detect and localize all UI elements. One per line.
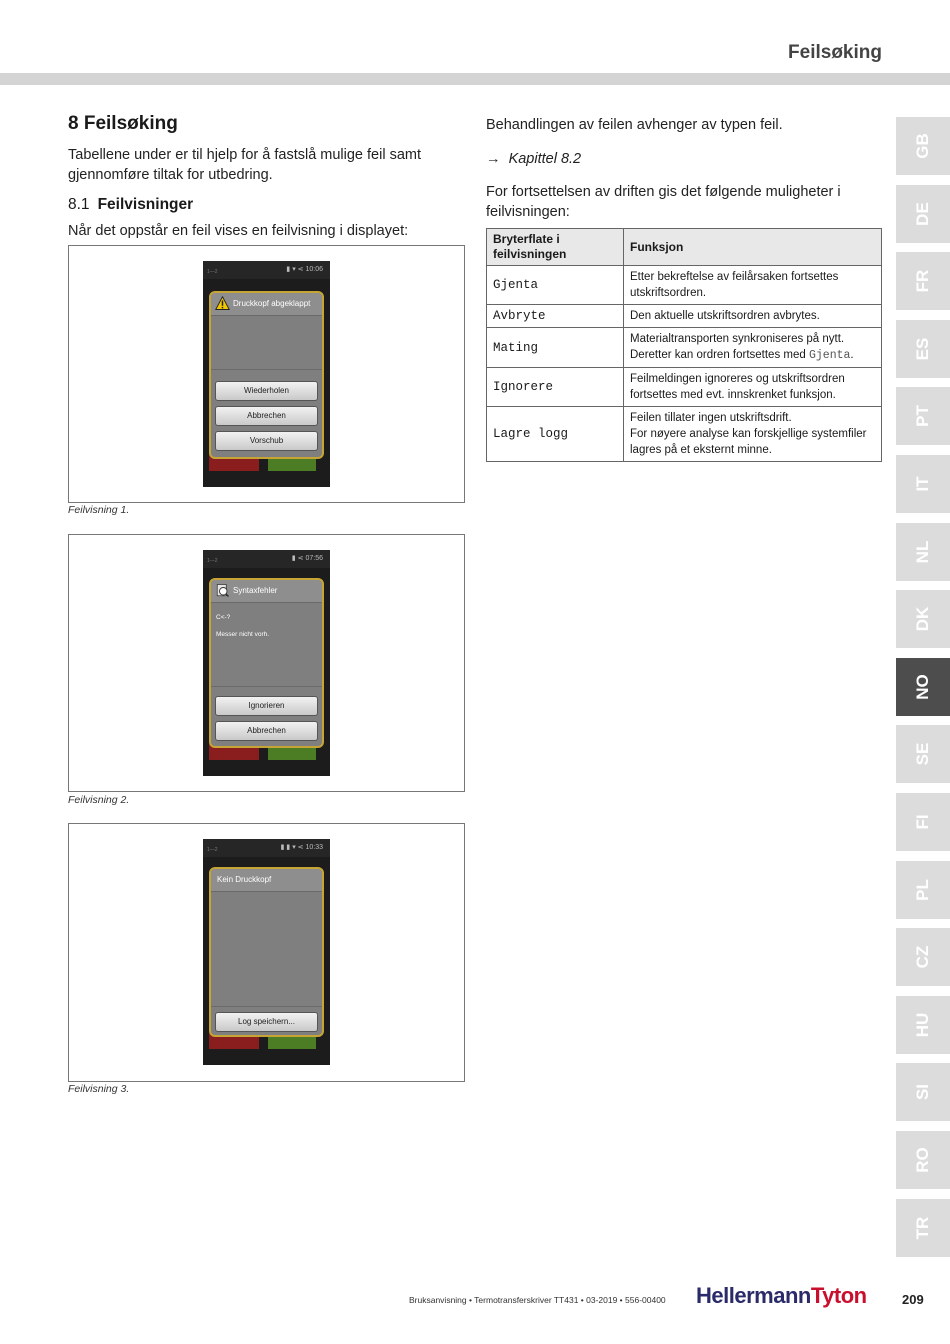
section-intro: Når det oppstår en feil vises en feilvisning i displayet: (68, 223, 409, 239)
error-message-line-1: C<-? (216, 614, 231, 621)
section-number: 8.1 (68, 196, 90, 213)
language-tab-dk[interactable]: DK (896, 590, 950, 648)
handling-paragraph: Behandlingen av feilen avhenger av typen feil. (486, 117, 783, 133)
section-title: Feilvisninger (97, 196, 194, 213)
figure-1 (68, 245, 465, 503)
status-time: ▮ ▾ ⋖ 10:06 (286, 266, 323, 273)
language-tab-pl[interactable]: PL (896, 861, 950, 919)
language-tab-tr[interactable]: TR (896, 1199, 950, 1257)
dialog-titlebar (211, 580, 322, 603)
language-tab-gb[interactable]: GB (896, 117, 950, 175)
printer-display (203, 839, 330, 1065)
button-name: Gjenta (487, 266, 624, 305)
language-tab-se[interactable]: SE (896, 725, 950, 783)
arrow-icon: → (486, 151, 501, 167)
reference-link[interactable]: Kapittel 8.2 (508, 151, 582, 167)
printer-display (203, 550, 330, 776)
warning-icon (215, 296, 230, 311)
retry-button[interactable]: Wiederholen (215, 381, 318, 401)
column-header: Funksjon (624, 229, 882, 266)
table-header-row (487, 229, 882, 266)
save-log-button[interactable]: Log speichern... (215, 1012, 318, 1032)
function-description: Feilen tillater ingen utskriftsdrift. For nøyere analyse kan forskjellige systemfiler lagres på et eksternt minne. (624, 407, 882, 462)
figure-1-caption: Feilvisning 1. (68, 504, 130, 516)
function-description: Den aktuelle utskriftsordren avbrytes. (624, 305, 882, 328)
language-tab-fr[interactable]: FR (896, 252, 950, 310)
table-row (487, 305, 882, 328)
dialog-title: Druckkopf abgeklappt (233, 299, 311, 308)
table-row (487, 368, 882, 407)
error-dialog (209, 578, 324, 748)
dialog-title: Kein Druckkopf (217, 875, 272, 884)
language-tab-no[interactable]: NO (896, 658, 950, 716)
dialog-titlebar (211, 293, 322, 316)
language-tab-si[interactable]: SI (896, 1063, 950, 1121)
function-description: Materialtransporten synkroniseres på nytt. Deretter kan ordren fortsettes med Gjenta. (624, 328, 882, 368)
language-tab-ro[interactable]: RO (896, 1131, 950, 1189)
figure-2 (68, 534, 465, 792)
ignore-button[interactable]: Ignorieren (215, 696, 318, 716)
figure-3-caption: Feilvisning 3. (68, 1083, 130, 1095)
dialog-title: Syntaxfehler (233, 586, 278, 595)
error-options-table (486, 228, 882, 462)
button-name: Lagre logg (487, 407, 624, 462)
chapter-heading: 8 Feilsøking (68, 113, 178, 134)
status-bar: 1—2 ▮ ▾ ⋖ 10:06 (203, 261, 330, 279)
language-tab-es[interactable]: ES (896, 320, 950, 378)
header-bar (0, 73, 950, 85)
status-bar: 1—2 ▮ ▮ ▾ ⋖ 10:33 (203, 839, 330, 857)
error-dialog (209, 867, 324, 1037)
page-number: 209 (902, 1292, 924, 1307)
error-message-line-2: Messer nicht vorh. (216, 631, 270, 638)
figure-3 (68, 823, 465, 1082)
language-tab-cz[interactable]: CZ (896, 928, 950, 986)
table-row (487, 266, 882, 305)
section-heading (68, 196, 193, 214)
language-tab-pt[interactable]: PT (896, 387, 950, 445)
printer-display (203, 261, 330, 487)
document-error-icon (215, 583, 230, 598)
button-name: Mating (487, 328, 624, 368)
figure-2-caption: Feilvisning 2. (68, 794, 130, 806)
dialog-titlebar (211, 869, 322, 892)
error-dialog (209, 291, 324, 459)
intro-paragraph: Tabellene under er til hjelp for å fastslå mulige feil samt gjennomføre tiltak for utbedring. (68, 147, 422, 183)
cancel-button[interactable]: Abbrechen (215, 406, 318, 426)
language-tab-it[interactable]: IT (896, 455, 950, 513)
function-description: Etter bekreftelse av feilårsaken fortsettes utskriftsordren. (624, 266, 882, 305)
table-row (487, 328, 882, 368)
language-tab-hu[interactable]: HU (896, 996, 950, 1054)
feed-button[interactable]: Vorschub (215, 431, 318, 451)
button-name: Avbryte (487, 305, 624, 328)
footer-text: Bruksanvisning • Termotransferskriver TT431 • 03-2019 • 556-00400 (409, 1295, 666, 1305)
column-header: Bryterflate i feilvisningen (487, 229, 624, 266)
brand-logo: HellermannTyton (696, 1283, 867, 1308)
status-time: ▮ ▮ ▾ ⋖ 10:33 (280, 844, 323, 851)
chapter-reference (486, 149, 882, 169)
options-paragraph: For fortsettelsen av driften gis det følgende muligheter i feilvisningen: (486, 184, 841, 220)
running-header-title: Feilsøking (788, 42, 882, 63)
function-description: Feilmeldingen ignoreres og utskriftsordren fortsettes med evt. innskrenket funksjon. (624, 368, 882, 407)
button-name: Ignorere (487, 368, 624, 407)
language-tab-fi[interactable]: FI (896, 793, 950, 851)
status-time: ▮ ⋖ 07:56 (291, 555, 323, 562)
status-bar: 1—2 ▮ ⋖ 07:56 (203, 550, 330, 568)
table-row (487, 407, 882, 462)
language-tab-nl[interactable]: NL (896, 523, 950, 581)
cancel-button[interactable]: Abbrechen (215, 721, 318, 741)
language-tab-de[interactable]: DE (896, 185, 950, 243)
